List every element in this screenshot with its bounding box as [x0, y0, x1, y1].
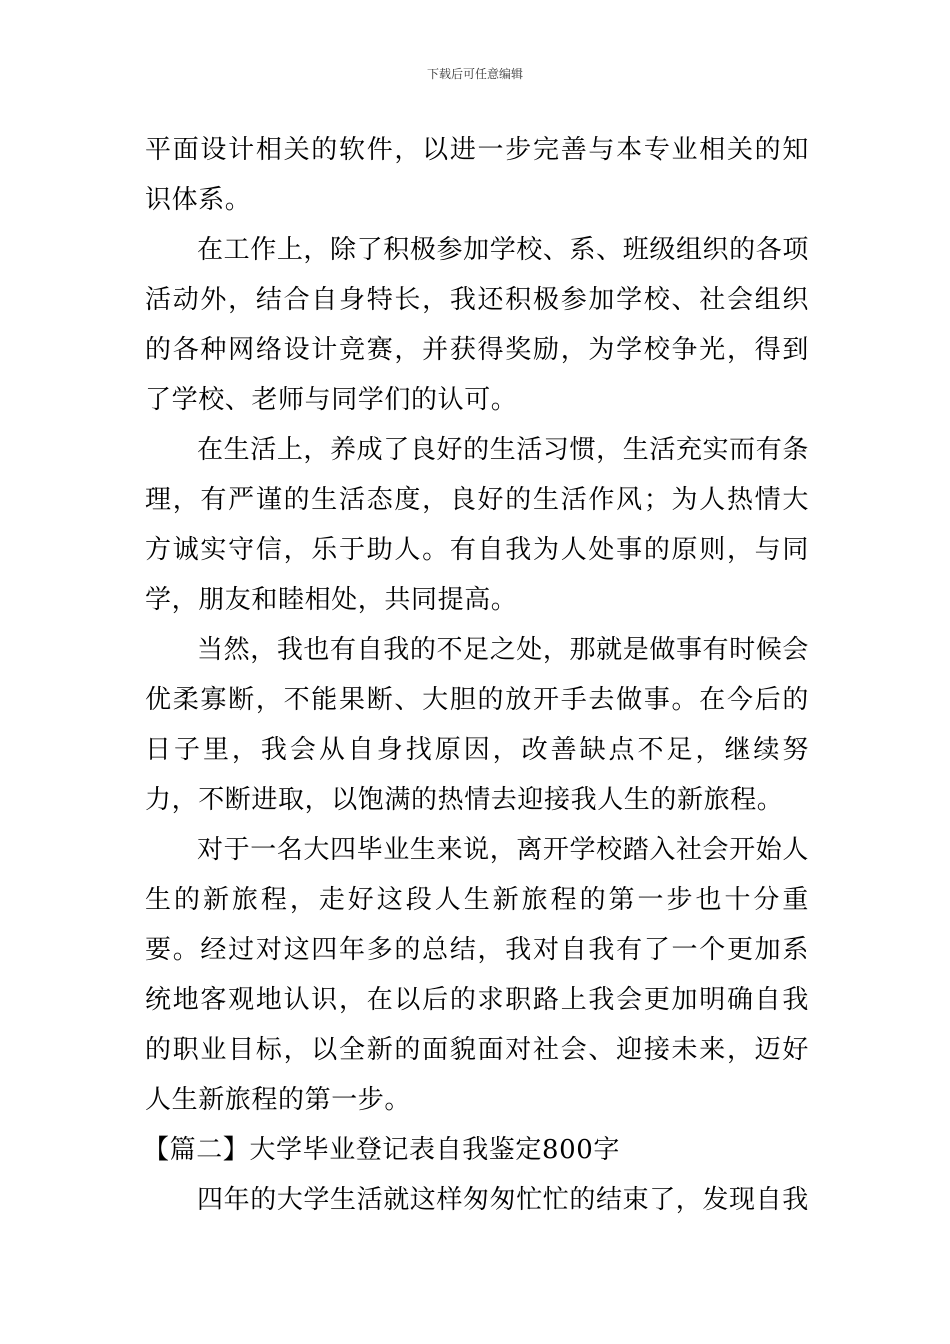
- document-body: [145, 125, 809, 1225]
- paragraph-life: 在生活上，养成了良好的生活习惯，生活充实而有条理，有严谨的生活态度，良好的生活作风；为人热情大方诚实守信，乐于助人。有自我为人处事的原则，与同学，朋友和睦相处，共同提高。: [145, 435, 809, 615]
- paragraph-conclusion: 对于一名大四毕业生来说，离开学校踏入社会开始人生的新旅程，走好这段人生新旅程的第一步也十分重要。经过对这四年多的总结，我对自我有了一个更加系统地客观地认识，在以后的求职路上我会更加明确自我的职业目标，以全新的面貌面对社会、迎接未来，迈好人生新旅程的第一步。: [145, 835, 809, 1115]
- paragraph-continuation: 平面设计相关的软件，以进一步完善与本专业相关的知识体系。: [145, 135, 809, 215]
- paragraph-section-two-start: 四年的大学生活就这样匆匆忙忙的结束了，发现自我: [197, 1185, 809, 1215]
- paragraph-shortcomings: 当然，我也有自我的不足之处，那就是做事有时候会优柔寡断，不能果断、大胆的放开手去做事。在今后的日子里，我会从自身找原因，改善缺点不足，继续努力，不断进取，以饱满的热情去迎接我人生的新旅程。: [145, 635, 809, 815]
- section-heading: 【篇二】大学毕业登记表自我鉴定800字: [143, 1135, 621, 1165]
- page-header-note: 下载后可任意编辑: [426, 67, 523, 81]
- paragraph-work: 在工作上，除了积极参加学校、系、班级组织的各项活动外，结合自身特长，我还积极参加学校、社会组织的各种网络设计竞赛，并获得奖励，为学校争光，得到了学校、老师与同学们的认可。: [145, 235, 809, 415]
